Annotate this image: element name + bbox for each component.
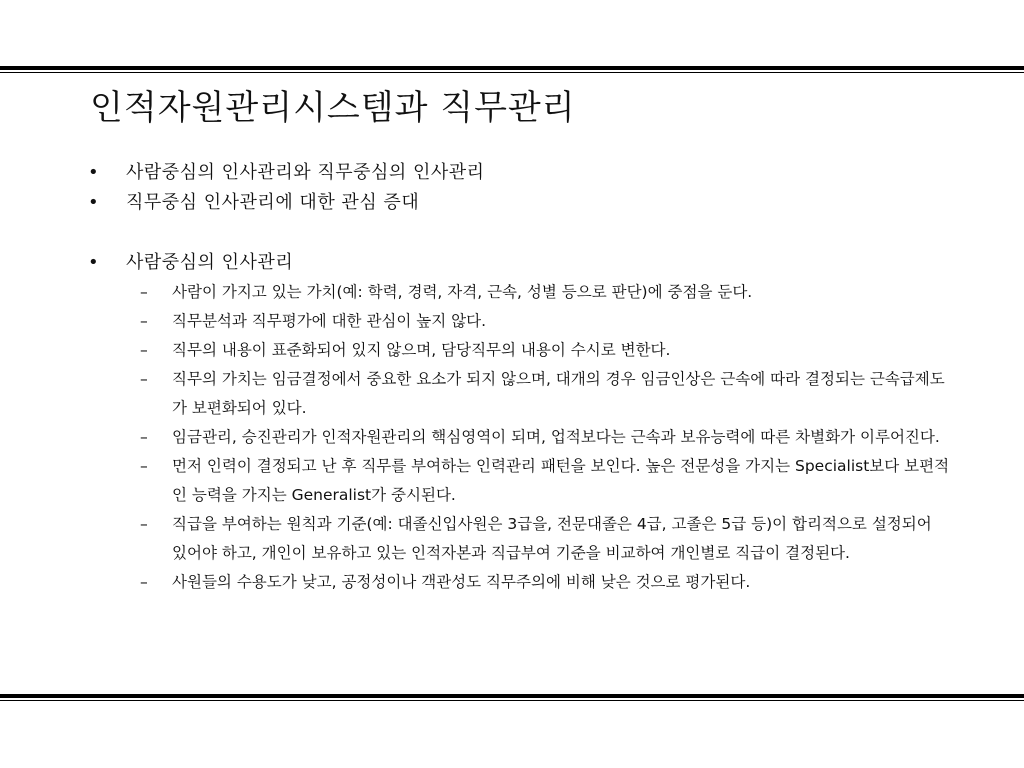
top-rule-thin [0,72,1024,73]
sub-bullet-text: 사원들의 수용도가 낮고, 공정성이나 객관성도 직무주의에 비해 낮은 것으로 평가된다. [172,573,751,591]
sub-bullet-text: 직무분석과 직무평가에 대한 관심이 높지 않다. [172,312,487,330]
sub-bullet-item [140,423,950,452]
sub-bullet-item [140,307,950,336]
bullet-marker: • [88,192,100,213]
bullet-text: 사람중심의 인사관리 [126,252,294,273]
bottom-rule-thin [0,700,1024,701]
sub-bullet-item [140,510,950,568]
sub-bullet-item [140,568,950,597]
dash-marker: – [140,515,148,533]
sub-bullet-text: 직급을 부여하는 원칙과 기준(예: 대졸신입사원은 3급을, 전문대졸은 4급, 고졸은 5급 등)이 합리적으로 설정되어 있어야 하고, 개인이 보유하고 있는 인적자본과 직급부여 기준을 비교하여 개인별로 직급이 결정된다. [172,515,932,562]
top-rule-thick [0,66,1024,70]
dash-marker: – [140,428,148,446]
bullet-text: 직무중심 인사관리에 대한 관심 증대 [126,192,420,213]
sub-bullet-text: 사람이 가지고 있는 가치(예: 학력, 경력, 자격, 근속, 성별 등으로 판단)에 중점을 둔다. [172,283,753,301]
dash-marker: – [140,283,148,301]
bullet-marker: • [88,162,100,183]
dash-marker: – [140,573,148,591]
sub-bullet-item [140,452,950,510]
sub-bullet-text: 직무의 내용이 표준화되어 있지 않으며, 담당직무의 내용이 수시로 변한다. [172,341,671,359]
spacer [88,218,958,248]
dash-marker: – [140,312,148,330]
sub-bullet-item [140,336,950,365]
slide-body [88,158,958,597]
sub-bullet-text: 임금관리, 승진관리가 인적자원관리의 핵심영역이 되며, 업적보다는 근속과 보유능력에 따른 차별화가 이루어진다. [172,428,940,446]
dash-marker: – [140,341,148,359]
slide-title: 인적자원관리시스템과 직무관리 [90,88,576,128]
bullet-item [88,158,958,188]
sub-bullet-text: 직무의 가치는 임금결정에서 중요한 요소가 되지 않으며, 대개의 경우 임금인상은 근속에 따라 결정되는 근속급제도가 보편화되어 있다. [172,370,945,417]
bottom-rule-thick [0,694,1024,698]
sub-bullet-text: 먼저 인력이 결정되고 난 후 직무를 부여하는 인력관리 패턴을 보인다. 높은 전문성을 가지는 Specialist보다 보편적인 능력을 가지는 Generalist가 중시된다. [172,457,950,504]
sub-bullet-item [140,278,950,307]
bullet-text: 사람중심의 인사관리와 직무중심의 인사관리 [126,162,485,183]
bullet-item [88,248,958,278]
sub-bullet-item [140,365,950,423]
dash-marker: – [140,457,148,475]
bullet-marker: • [88,252,100,273]
dash-marker: – [140,370,148,388]
bullet-item [88,188,958,218]
